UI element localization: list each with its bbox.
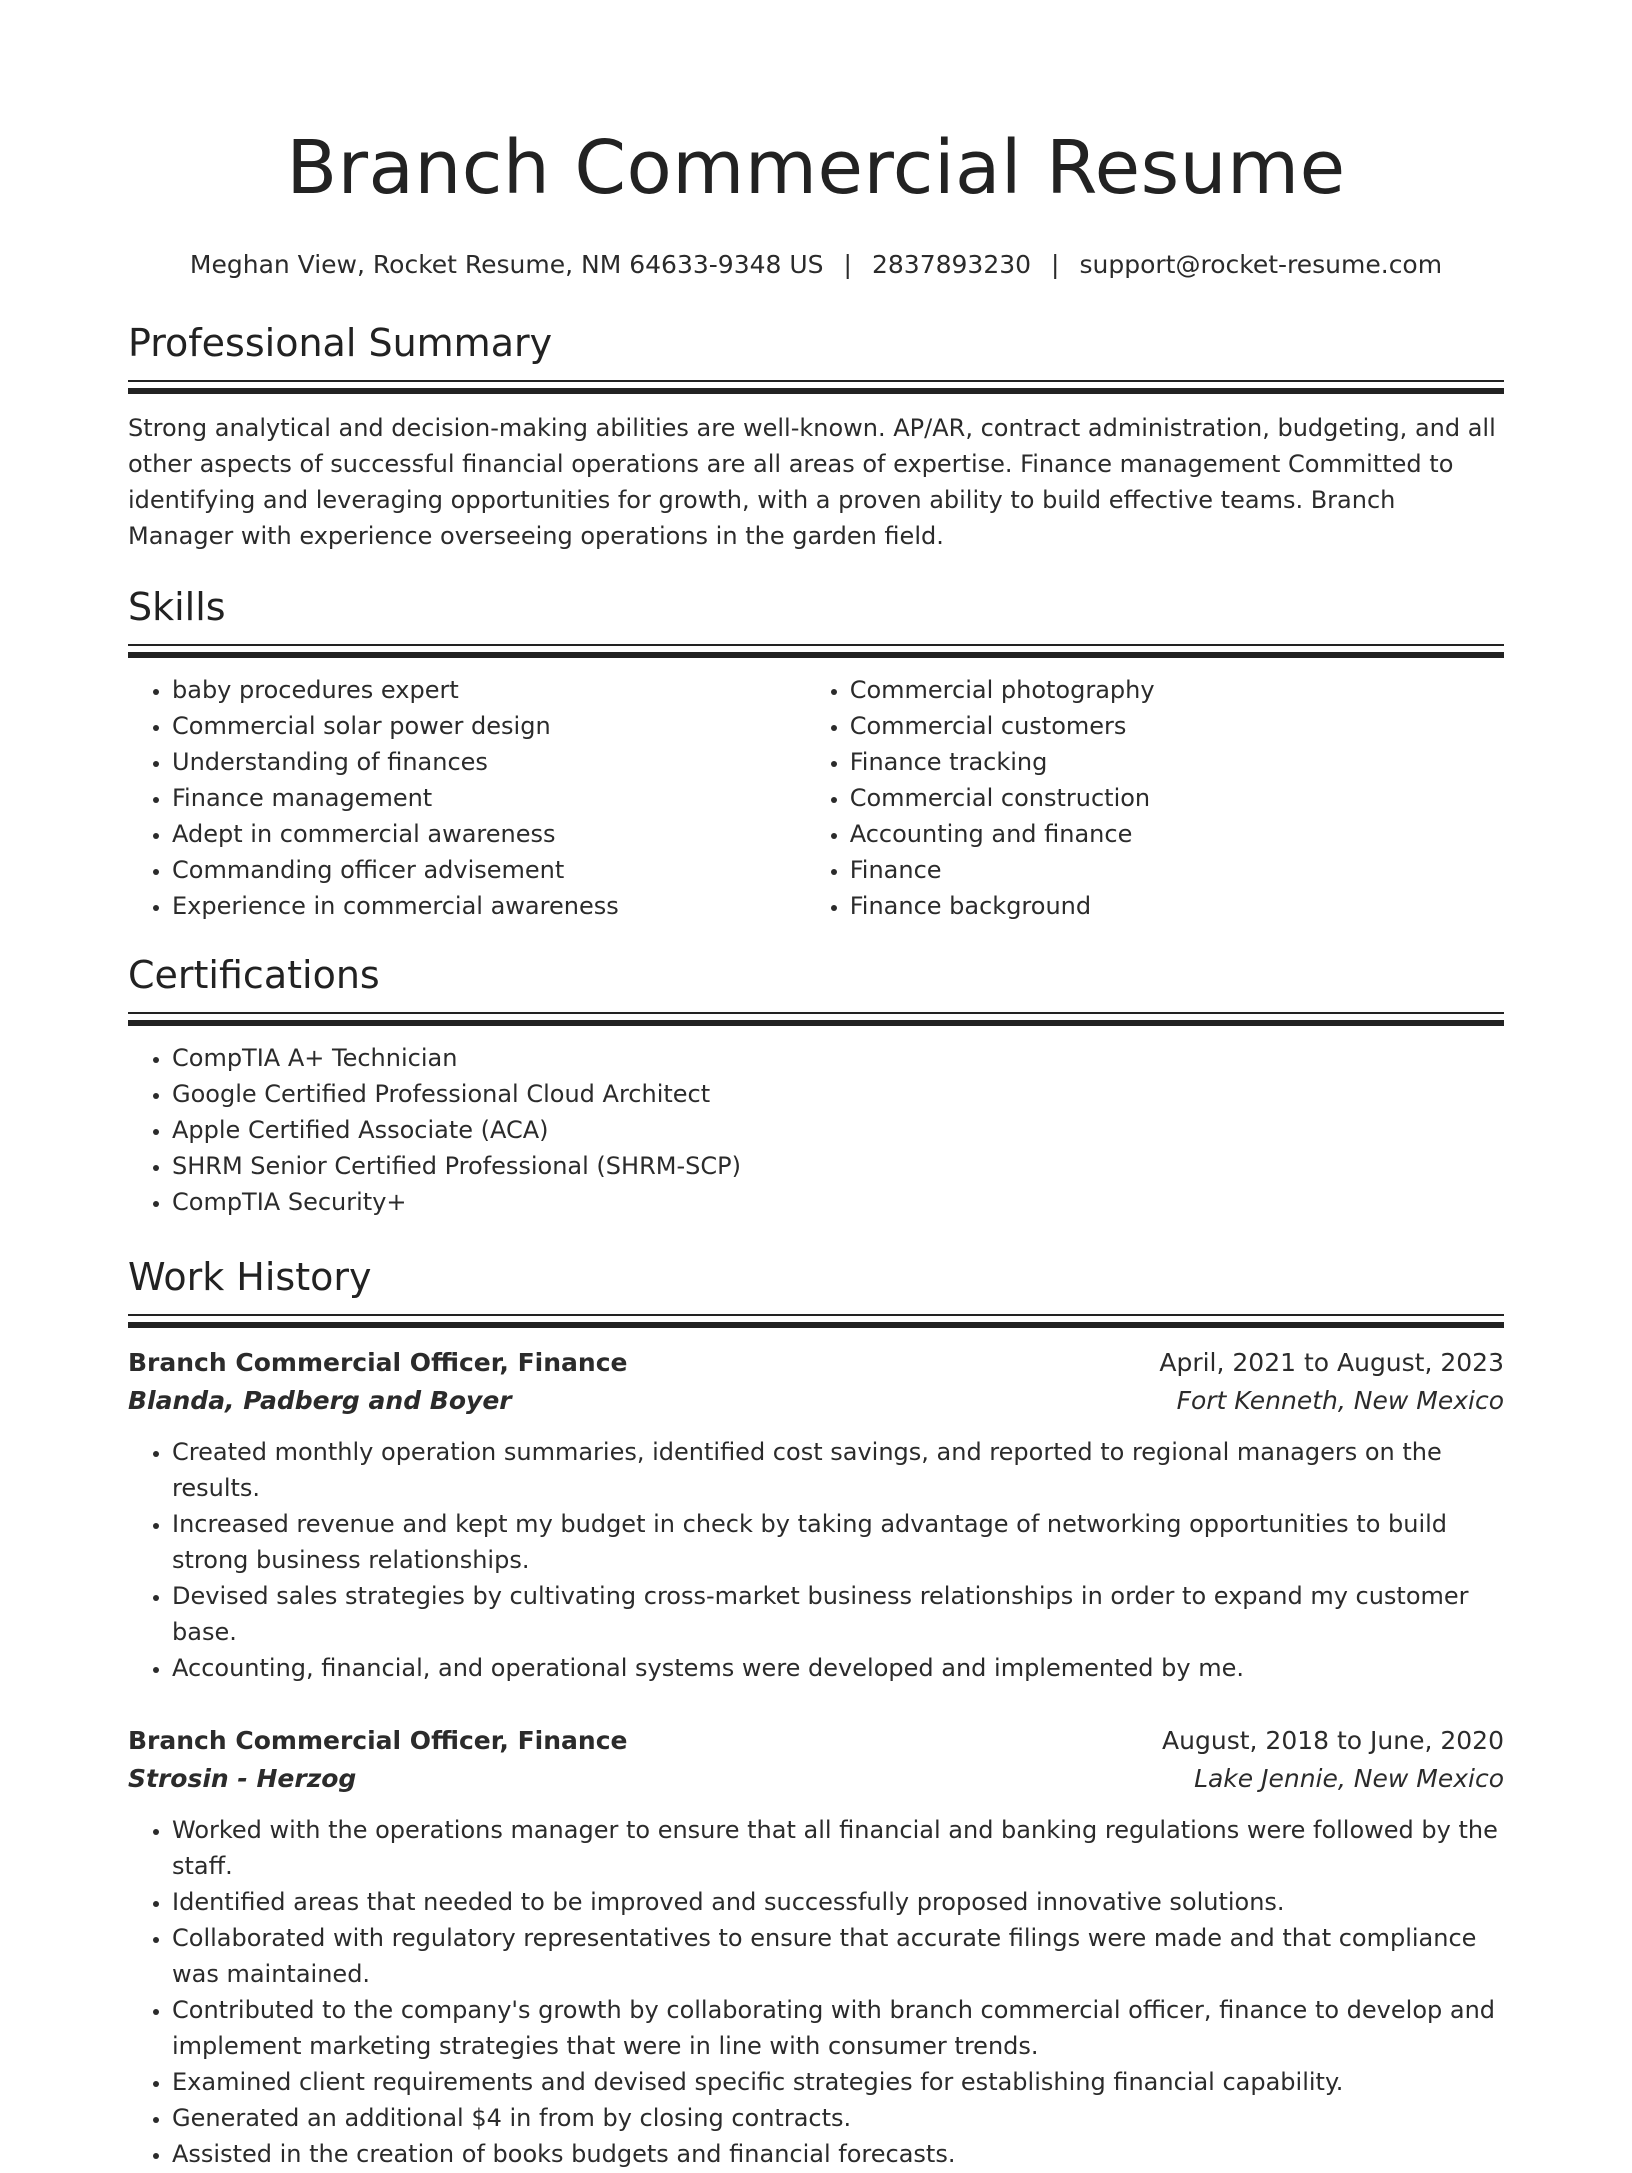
certification-item: • CompTIA A+ Technician <box>172 1040 1504 1076</box>
job-bullet: • Assisted in the creation of books budgets and financial forecasts. <box>172 2136 1504 2172</box>
contact-phone: 2837893230 <box>871 250 1032 279</box>
job-bullets <box>128 1812 1504 2172</box>
contact-separator: | <box>843 250 852 279</box>
skill-item: • Commercial solar power design <box>172 708 806 744</box>
skills-list-left <box>128 672 806 924</box>
job-subheader <box>128 1760 1504 1798</box>
skills-list-right <box>806 672 1504 924</box>
section-divider <box>128 1314 1504 1328</box>
certifications-list <box>128 1040 1504 1220</box>
job-title: Branch Commercial Officer, Finance <box>128 1348 628 1377</box>
skill-item: • Accounting and finance <box>850 816 1504 852</box>
skill-item: • Finance background <box>850 888 1504 924</box>
contact-address: Meghan View, Rocket Resume, NM 64633-9348 US <box>189 250 824 279</box>
section-divider <box>128 1012 1504 1026</box>
job-header <box>128 1722 1504 1760</box>
summary-heading: Professional Summary <box>128 321 553 365</box>
skill-item: • Finance <box>850 852 1504 888</box>
skills-section <box>128 582 1504 924</box>
job-bullet: • Worked with the operations manager to ensure that all financial and banking regulations were followed by the staff. <box>172 1812 1504 1884</box>
certification-item: • SHRM Senior Certified Professional (SHRM-SCP) <box>172 1148 1504 1184</box>
job-bullets <box>128 1434 1504 1686</box>
job-entry <box>128 1344 1504 1686</box>
skill-item: • Commercial photography <box>850 672 1504 708</box>
certifications-section <box>128 950 1504 1220</box>
section-divider <box>128 644 1504 658</box>
skill-item: • Commercial construction <box>850 780 1504 816</box>
certifications-heading: Certifications <box>128 953 380 997</box>
skills-heading: Skills <box>128 585 226 629</box>
skill-item: • Understanding of finances <box>172 744 806 780</box>
skill-item: • Commercial customers <box>850 708 1504 744</box>
job-bullet: • Collaborated with regulatory representatives to ensure that accurate filings were made and that compliance was maintained. <box>172 1920 1504 1992</box>
certification-item: • Google Certified Professional Cloud Architect <box>172 1076 1504 1112</box>
job-location: Lake Jennie, New Mexico <box>1194 1764 1504 1793</box>
skills-columns <box>128 672 1504 924</box>
job-header <box>128 1344 1504 1382</box>
skill-item: • Adept in commercial awareness <box>172 816 806 852</box>
job-title: Branch Commercial Officer, Finance <box>128 1726 628 1755</box>
contact-separator: | <box>1051 250 1060 279</box>
job-bullet: • Contributed to the company's growth by collaborating with branch commercial officer, finance to develop and implement marketing strategies that were in line with consumer trends. <box>172 1992 1504 2064</box>
job-location: Fort Kenneth, New Mexico <box>1176 1386 1504 1415</box>
job-dates: April, 2021 to August, 2023 <box>1159 1348 1504 1377</box>
resume-title: Branch Commercial Resume <box>286 125 1346 211</box>
job-bullet: • Devised sales strategies by cultivating cross-market business relationships in order to expand my customer base. <box>172 1578 1504 1650</box>
contact-email: support@rocket-resume.com <box>1079 250 1443 279</box>
certification-item: • CompTIA Security+ <box>172 1184 1504 1220</box>
job-entry <box>128 1722 1504 2172</box>
job-bullet: • Created monthly operation summaries, identified cost savings, and reported to regional managers on the results. <box>172 1434 1504 1506</box>
certification-item: • Apple Certified Associate (ACA) <box>172 1112 1504 1148</box>
job-subheader <box>128 1382 1504 1420</box>
skill-item: • baby procedures expert <box>172 672 806 708</box>
skill-item: • Commanding officer advisement <box>172 852 806 888</box>
job-dates: August, 2018 to June, 2020 <box>1162 1726 1504 1755</box>
summary-section <box>128 318 1504 554</box>
job-bullet: • Generated an additional $4 in from by closing contracts. <box>172 2100 1504 2136</box>
job-bullet: • Identified areas that needed to be improved and successfully proposed innovative solutions. <box>172 1884 1504 1920</box>
job-bullet: • Increased revenue and kept my budget in check by taking advantage of networking opportunities to build strong business relationships. <box>172 1506 1504 1578</box>
skill-item: • Finance management <box>172 780 806 816</box>
job-company: Strosin - Herzog <box>128 1764 357 1793</box>
work-history-section <box>128 1252 1504 2172</box>
work-history-heading: Work History <box>128 1255 372 1299</box>
job-bullet: • Examined client requirements and devised specific strategies for establishing financial capability. <box>172 2064 1504 2100</box>
summary-text: Strong analytical and decision-making abilities are well-known. AP/AR, contract administration, budgeting, and all other aspects of successful financial operations are all areas of expertise. Finance management Committed to identifying and leveraging opportunities for growth, with a proven ability to build effective teams. Branch Manager with experience overseeing operations in the garden field. <box>128 414 1496 550</box>
job-bullet: • Accounting, financial, and operational systems were developed and implemented by me. <box>172 1650 1504 1686</box>
job-company: Blanda, Padberg and Boyer <box>128 1386 512 1415</box>
skill-item: • Finance tracking <box>850 744 1504 780</box>
contact-line <box>128 248 1504 282</box>
section-divider <box>128 380 1504 394</box>
skill-item: • Experience in commercial awareness <box>172 888 806 924</box>
